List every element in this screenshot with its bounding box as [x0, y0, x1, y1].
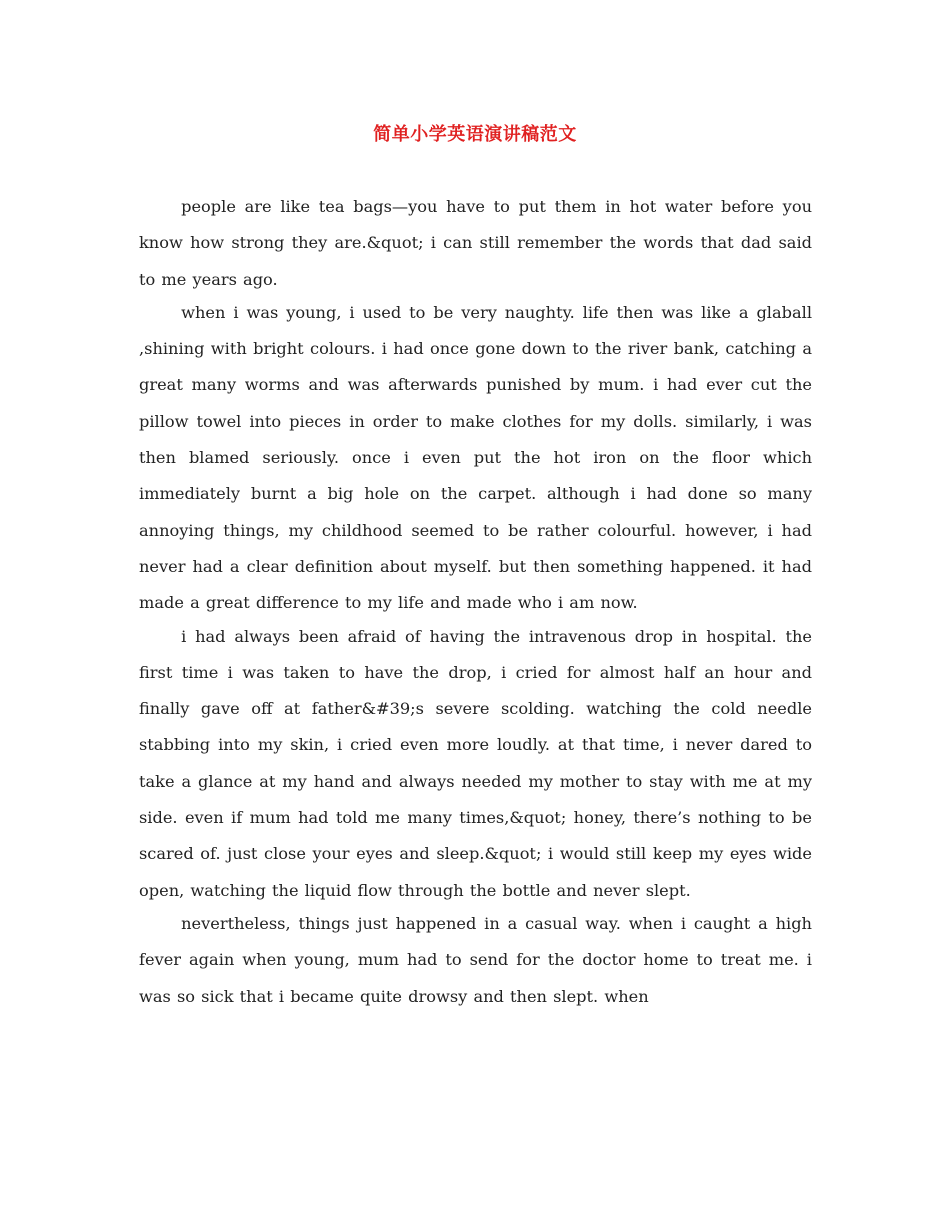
document-body	[139, 189, 812, 1015]
paragraph-3: i had always been afraid of having the intravenous drop in hospital. the first time i was taken to have the drop, i cried for almost half an hour and finally gave off at father&#39;s severe scolding. watching the cold needle stabbing into my skin, i cried even more loudly. at that time, i never dared to take a glance at my hand and always needed my mother to stay with me at my side. even if mum had told me many times,&quot; honey, there’s nothing to be scared of. just close your eyes and sleep.&quot; i would still keep my eyes wide open, watching the liquid flow through the bottle and never slept.	[139, 626, 812, 900]
paragraph-1: people are like tea bags—you have to put them in hot water before you know how strong they are.&quot; i can still remember the words that dad said to me years ago.	[139, 197, 812, 289]
paragraph-2: when i was young, i used to be very naughty. life then was like a glaball ,shining with bright colours. i had once gone down to the river bank, catching a great many worms and was afterwards punished by mum. i had ever cut the pillow towel into pieces in order to make clothes for my dolls. similarly, i was then blamed seriously. once i even put the hot iron on the floor which immediately burnt a big hole on the carpet. although i had done so many annoying things, my childhood seemed to be rather colourful. however, i had never had a clear definition about myself. but then something happened. it had made a great difference to my life and made who i am now.	[139, 302, 812, 613]
paragraph-4: nevertheless, things just happened in a casual way. when i caught a high fever again when young, mum had to send for the doctor home to treat me. i was so sick that i became quite drowsy and then slept. when	[139, 913, 812, 1006]
document-title: 简单小学英语演讲稿范文	[373, 124, 577, 145]
